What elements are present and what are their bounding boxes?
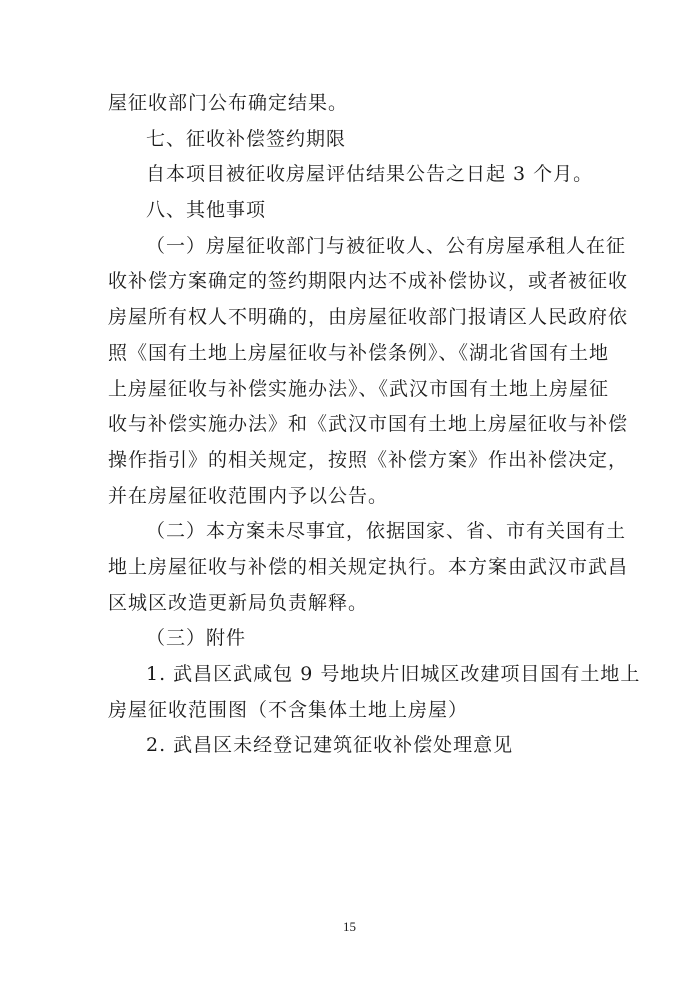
text-line: 区城区改造更新局负责解释。 (108, 591, 369, 614)
attachment-item: 2. 武昌区未经登记建筑征收补偿处理意见 (146, 734, 514, 757)
document-body (108, 86, 641, 764)
section-heading-other-matters: 八、其他事项 (146, 199, 267, 222)
subsection-heading-attachments: （三）附件 (146, 627, 247, 650)
text-line: 并在房屋征收范围内予以公告。 (108, 484, 389, 507)
page-number: 15 (343, 919, 356, 934)
text-line: 房屋所有权人不明确的，由房屋征收部门报请区人民政府依 (108, 306, 629, 329)
section-heading-signing-period: 七、征收补偿签约期限 (146, 127, 347, 150)
attachment-item: 1. 武昌区武咸包 9 号地块片旧城区改建项目国有土地上 (146, 663, 641, 685)
text-line: 收补偿方案确定的签约期限内达不成补偿协议，或者被征收 (108, 270, 629, 293)
text-line: 屋征收部门公布确定结果。 (108, 92, 349, 114)
text-line: 上房屋征收与补偿实施办法》、《武汉市国有土地上房屋征 (108, 377, 610, 400)
text-line: 照《国有土地上房屋征收与补偿条例》、《湖北省国有土地 (108, 341, 610, 364)
text-line: 地上房屋征收与补偿的相关规定执行。本方案由武汉市武昌 (108, 555, 629, 578)
text-line: 自本项目被征收房屋评估结果公告之日起 3 个月。 (146, 163, 594, 186)
text-line: （二）本方案未尽事宜，依据国家、省、市有关国有土 (146, 520, 627, 543)
text-line: （一）房屋征收部门与被征收人、公有房屋承租人在征 (146, 234, 627, 257)
text-line: 收与补偿实施办法》和《武汉市国有土地上房屋征收与补偿 (108, 413, 629, 436)
attachment-item-continued: 房屋征收范围图（不含集体土地上房屋） (108, 698, 469, 721)
text-line: 操作指引》的相关规定，按照《补偿方案》作出补偿决定， (108, 448, 629, 471)
